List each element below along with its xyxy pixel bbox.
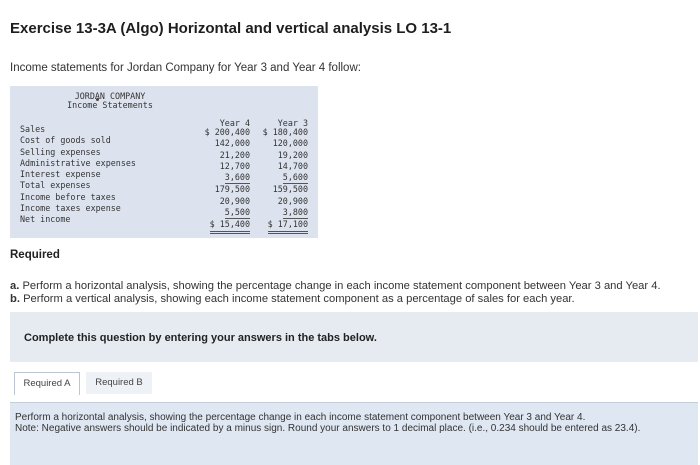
item-prefix: a. [10, 280, 20, 292]
year4-value: $ 200,400 [204, 127, 250, 137]
year3-value: 5,600 [283, 172, 308, 184]
page-title: Exercise 13-3A (Algo) Horizontal and vertical analysis LO 13-1 [10, 20, 452, 37]
year3-value: 19,200 [277, 149, 308, 160]
year4-header: Year 4 [219, 118, 250, 128]
income-statement-image [10, 86, 318, 238]
row-label: Cost of goods sold [20, 135, 111, 146]
year3-value: 120,000 [272, 138, 308, 149]
row-label: Interest expense [20, 169, 101, 180]
statement-name: Income Statements [67, 100, 153, 110]
year4-column [198, 127, 250, 234]
item-text: Perform a vertical analysis, showing each income statement component as a percentage of sales for each year. [23, 293, 575, 305]
row-label: Total expenses [20, 180, 91, 191]
item-text: Perform a horizontal analysis, showing the percentage change in each income statement component between Year 3 and Year 4. [22, 280, 661, 292]
row-labels [20, 124, 136, 226]
row-label: Sales [20, 124, 46, 134]
company-name: JORDAN COMPANY [74, 91, 146, 101]
panel-text: Perform a horizontal analysis, showing the percentage change in each income statement component between Year 3 and Year 4. [15, 412, 586, 423]
year3-column [260, 127, 308, 234]
year4-value: 5,500 [225, 207, 250, 219]
instruction-box [10, 312, 698, 362]
statement-heading [10, 92, 210, 110]
year3-value: 14,700 [277, 160, 308, 171]
row-label: Selling expenses [20, 146, 101, 157]
item-prefix: b. [10, 293, 20, 305]
required-item-a [10, 280, 698, 293]
tab-panel [10, 402, 698, 465]
year3-value: $ 180,400 [262, 127, 308, 137]
year4-value: 142,000 [214, 138, 250, 149]
required-item-b [10, 293, 698, 306]
year3-value: 159,500 [272, 184, 308, 195]
row-label: Net income [20, 214, 71, 225]
year4-value: $ 15,400 [210, 219, 250, 233]
row-label: Income before taxes [20, 191, 116, 202]
panel-note: Note: Negative answers should be indicated by a minus sign. Round your answers to 1 decimal place. (i.e., 0.234 should be entered as 23.4). [15, 423, 641, 434]
tab-required-a[interactable]: Required A [14, 372, 80, 395]
instruction-text: Complete this question by entering your answers in the tabs below. [24, 332, 377, 344]
year4-value: 3,600 [225, 172, 250, 184]
row-label: Income taxes expense [20, 203, 121, 214]
year3-value: $ 17,100 [268, 219, 308, 233]
required-heading: Required [10, 249, 60, 261]
year4-value: 20,900 [219, 195, 250, 206]
year3-value: 3,800 [283, 207, 308, 219]
tab-required-b[interactable]: Required B [86, 372, 152, 394]
year3-value: 20,900 [277, 195, 308, 206]
row-label: Administrative expenses [20, 157, 136, 168]
panel-instructions [15, 412, 645, 434]
year4-value: 12,700 [219, 160, 250, 171]
year3-header: Year 3 [277, 118, 308, 128]
year4-value: 179,500 [214, 184, 250, 195]
required-list [10, 280, 698, 306]
year4-value: 21,200 [219, 149, 250, 160]
intro-text: Income statements for Jordan Company for Year 3 and Year 4 follow: [10, 62, 361, 74]
